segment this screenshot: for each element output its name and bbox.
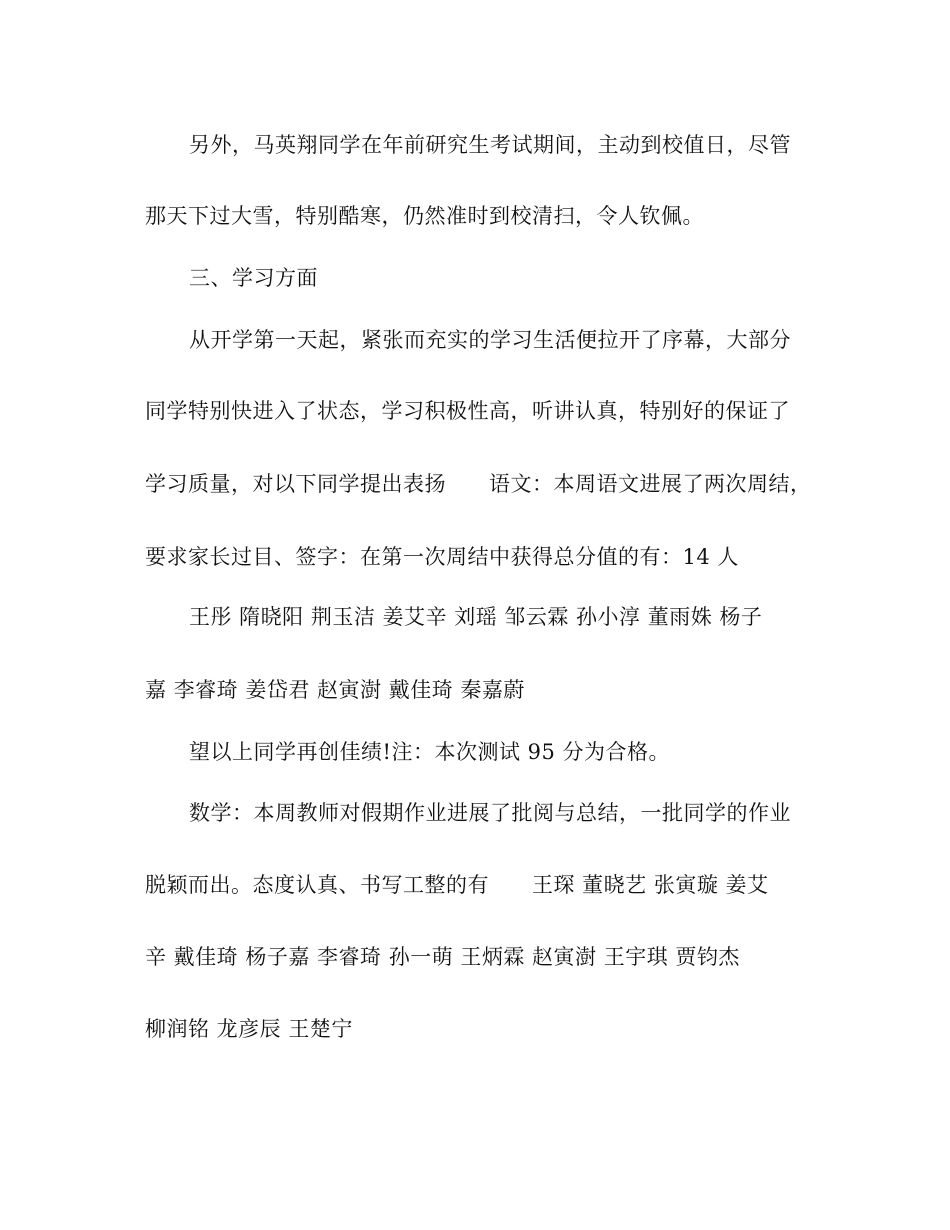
paragraph-line: 望以上同学再创佳绩!注：本次测试 95 分为合格。 [189,740,671,764]
paragraph-line: 要求家长过目、签字：在第一次周结中获得总分值的有：14 人 [145,545,739,569]
section-heading: 三、学习方面 [189,266,318,290]
student-names-line: 辛 戴佳琦 杨子嘉 李睿琦 孙一萌 王炳霖 赵寅澍 王宇琪 贾钧杰 [145,945,740,969]
paragraph-line: 数学：本周教师对假期作业进展了批阅与总结，一批同学的作业 [189,801,791,825]
paragraph-line: 脱颖而出。态度认真、书写工整的有 王琛 董晓艺 张寅璇 姜艾 [145,873,769,897]
paragraph-line: 从开学第一天起，紧张而充实的学习生活便拉开了序幕，大部分 [189,328,791,352]
student-names-line: 嘉 李睿琦 姜岱君 赵寅澍 戴佳琦 秦嘉蔚 [145,678,525,702]
paragraph-line: 学习质量，对以下同学提出表扬 语文：本周语文进展了两次周结， [145,472,812,496]
paragraph-line: 另外，马英翔同学在年前研究生考试期间，主动到校值日，尽管 [189,133,791,157]
student-names-line: 柳润铭 龙彦辰 王楚宁 [145,1017,353,1041]
paragraph-line: 那天下过大雪，特别酷寒，仍然准时到校清扫，令人钦佩。 [145,204,704,228]
student-names-line: 王彤 隋晓阳 荆玉洁 姜艾辛 刘瑶 邹云霖 孙小淳 董雨姝 杨子 [189,605,763,629]
paragraph-line: 同学特别快进入了状态，学习积极性高，听讲认真，特别好的保证了 [145,399,790,423]
